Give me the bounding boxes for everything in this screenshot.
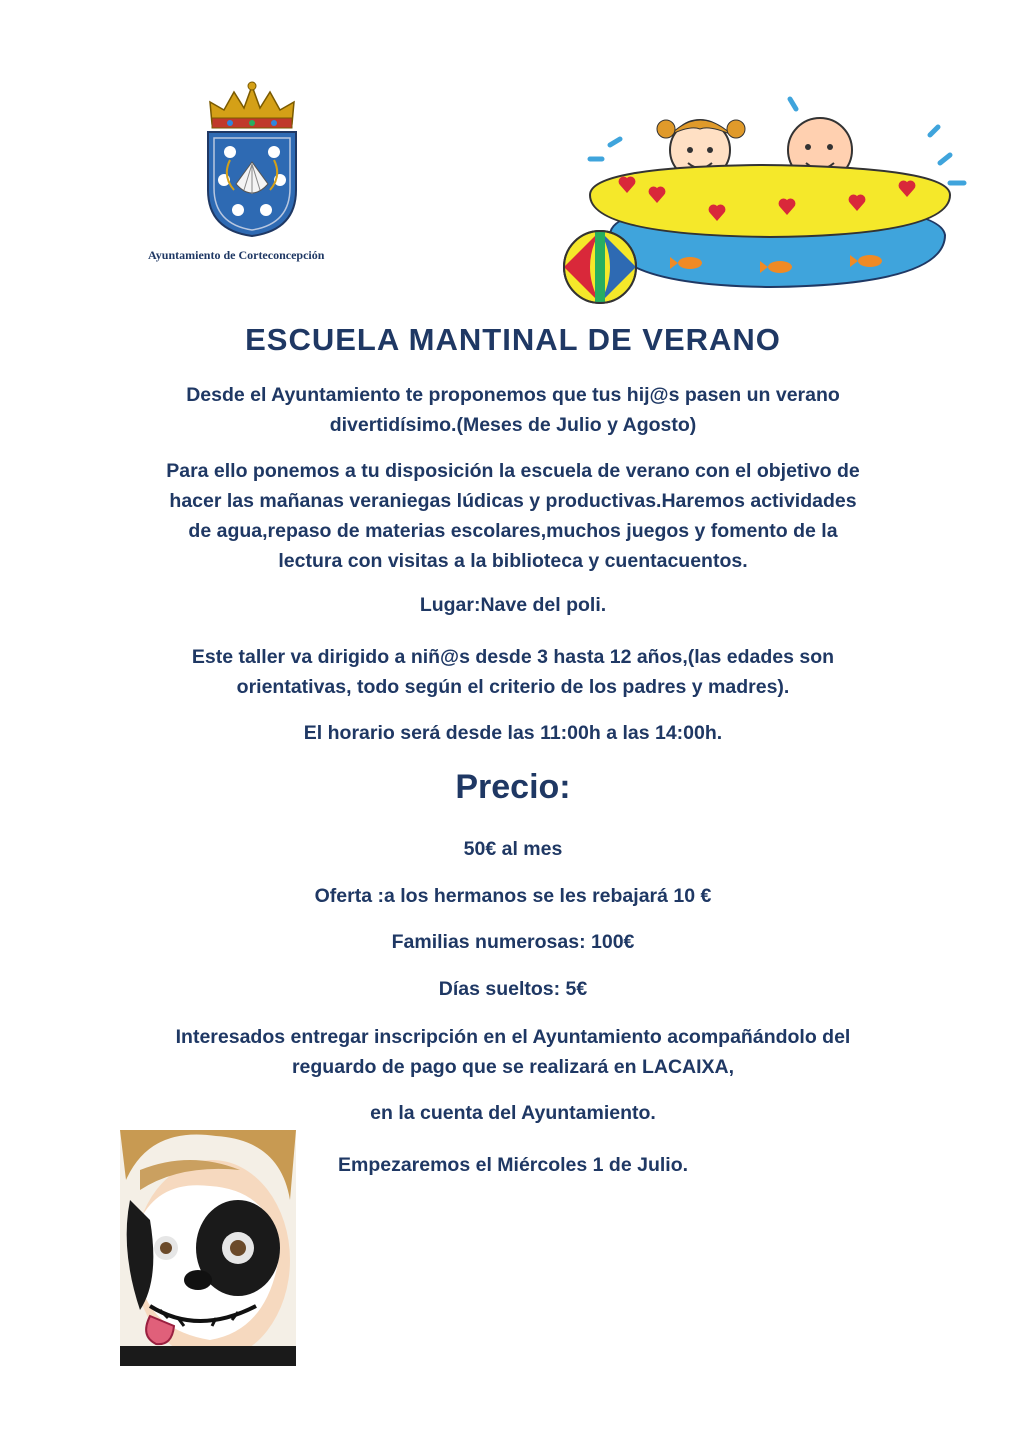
ages-line: Este taller va dirigido a niñ@s desde 3 hasta 12 años,(las edades son [191,646,835,668]
description-line: lectura con visitas a la biblioteca y cuentacuentos. [278,550,748,572]
description-line: de agua,repaso de materias escolares,muchos juegos y fomento de la [188,520,838,542]
schedule-text: El horario será desde las 11:00h a las 14:00h. [303,722,723,744]
intro-line: divertidísimo.(Meses de Julio y Agosto) [329,414,697,436]
ages-line: orientativas, todo según el criterio de los padres y madres). [236,676,790,698]
municipality-name: Ayuntamiento de Corteconcepción [148,248,325,262]
page-title: ESCUELA MANTINAL DE VERANO [245,322,781,357]
ages-paragraph [80,642,946,702]
signup-line: Interesados entregar inscripción en el Ayuntamiento acompañándolo del [175,1026,851,1048]
account-text: en la cuenta del Ayuntamiento. [370,1102,656,1124]
intro-paragraph [80,380,946,440]
signup-line: reguardo de pago que se realizará en LACAIXA, [291,1056,735,1078]
kids-pool-illustration [550,95,980,305]
coat-of-arms-icon [200,80,304,240]
price-monthly: 50€ al mes [463,838,563,860]
price-single-days: Días sueltos: 5€ [438,978,588,1000]
place-text: Lugar:Nave del poli. [419,594,607,616]
description-line: hacer las mañanas veraniegas lúdicas y productivas.Haremos actividades [169,490,857,512]
price-large-families: Familias numerosas: 100€ [391,931,635,953]
signup-paragraph [80,1022,946,1082]
description-paragraph [80,456,946,576]
face-painted-child-photo [120,1130,296,1366]
intro-line: Desde el Ayuntamiento te proponemos que tus hij@s pasen un verano [186,384,840,406]
price-offer: Oferta :a los hermanos se les rebajará 10 € [314,885,712,907]
price-heading: Precio: [455,768,571,806]
start-date-text: Empezaremos el Miércoles 1 de Julio. [337,1154,689,1176]
description-line: Para ello ponemos a tu disposición la escuela de verano con el objetivo de [166,460,860,482]
